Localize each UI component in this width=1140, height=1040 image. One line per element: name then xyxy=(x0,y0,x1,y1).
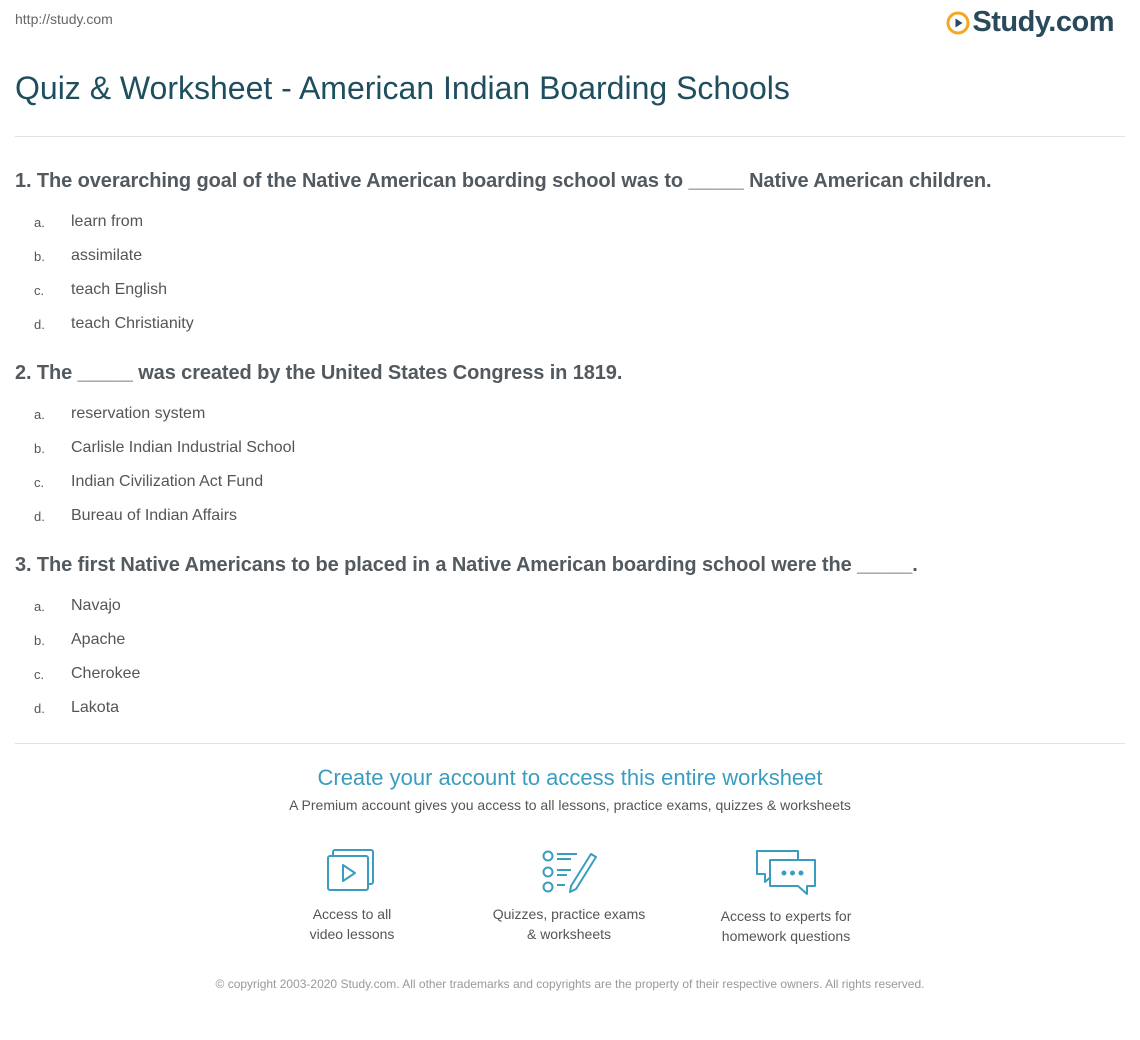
feature-label xyxy=(686,906,886,946)
option-text: Indian Civilization Act Fund xyxy=(71,473,264,490)
option-text: Lakota xyxy=(71,699,120,716)
option-d[interactable] xyxy=(15,307,991,341)
option-text: Bureau of Indian Affairs xyxy=(71,507,238,524)
option-letter: c. xyxy=(34,666,45,682)
option-b[interactable] xyxy=(15,431,622,465)
option-text: Cherokee xyxy=(71,665,141,682)
option-b[interactable] xyxy=(15,239,991,273)
option-a[interactable] xyxy=(15,397,622,431)
option-a[interactable] xyxy=(15,205,991,239)
option-letter: a. xyxy=(34,406,45,422)
option-b[interactable] xyxy=(15,623,918,657)
feature-line: Quizzes, practice exams xyxy=(492,906,646,922)
option-letter: a. xyxy=(34,214,45,230)
option-d[interactable] xyxy=(15,499,622,533)
option-d[interactable] xyxy=(15,691,918,725)
question-1 xyxy=(15,170,991,341)
study-logo[interactable] xyxy=(946,6,1114,39)
option-c[interactable] xyxy=(15,273,991,307)
video-lesson-icon xyxy=(326,848,378,894)
option-letter: b. xyxy=(34,440,45,456)
source-url: http://study.com xyxy=(15,11,113,27)
option-text: reservation system xyxy=(71,405,206,422)
option-c[interactable] xyxy=(15,657,918,691)
play-logo-icon xyxy=(946,11,970,35)
option-text: Carlisle Indian Industrial School xyxy=(71,439,296,456)
option-letter: d. xyxy=(34,316,45,332)
logo-text: Study.com xyxy=(972,6,1114,38)
page-title: Quiz & Worksheet - American Indian Boarding Schools xyxy=(15,70,790,106)
question-text: 2. The _____ was created by the United States Congress in 1819. xyxy=(15,362,623,384)
option-letter: c. xyxy=(34,474,45,490)
option-c[interactable] xyxy=(15,465,622,499)
feature-experts xyxy=(686,848,886,946)
option-list xyxy=(15,205,991,341)
feature-video-lessons xyxy=(252,848,452,944)
option-text: Apache xyxy=(71,631,126,648)
feature-quizzes xyxy=(469,848,669,944)
option-text: teach Christianity xyxy=(71,315,194,332)
option-letter: c. xyxy=(34,282,45,298)
divider xyxy=(15,743,1125,744)
feature-line: & worksheets xyxy=(526,926,612,942)
feature-line: homework questions xyxy=(721,928,851,944)
option-text: teach English xyxy=(71,281,168,298)
option-letter: b. xyxy=(34,632,45,648)
option-letter: b. xyxy=(34,248,45,264)
feature-label xyxy=(252,904,452,944)
divider xyxy=(15,136,1125,137)
feature-line: Access to all xyxy=(312,906,392,922)
option-text: Navajo xyxy=(71,597,121,614)
create-account-link[interactable]: Create your account to access this entire worksheet xyxy=(317,765,823,790)
option-letter: d. xyxy=(34,508,45,524)
option-text: assimilate xyxy=(71,247,143,264)
option-list xyxy=(15,589,918,725)
option-text: learn from xyxy=(71,213,144,230)
question-text: 1. The overarching goal of the Native American boarding school was to _____ Native American children. xyxy=(15,170,992,192)
copyright-notice: © copyright 2003-2020 Study.com. All other trademarks and copyrights are the property of their respective owners. All rights reserved. xyxy=(215,977,925,991)
question-text: 3. The first Native Americans to be placed in a Native American boarding school were the _____. xyxy=(15,554,918,576)
feature-line: video lessons xyxy=(309,926,395,942)
premium-description: A Premium account gives you access to all lessons, practice exams, quizzes & worksheets xyxy=(289,797,851,813)
option-letter: d. xyxy=(34,700,45,716)
feature-label xyxy=(469,904,669,944)
question-2 xyxy=(15,362,622,533)
quiz-checklist-icon xyxy=(541,848,597,894)
option-letter: a. xyxy=(34,598,45,614)
option-a[interactable] xyxy=(15,589,918,623)
option-list xyxy=(15,397,622,533)
feature-line: Access to experts for xyxy=(720,908,852,924)
chat-bubbles-icon xyxy=(754,848,818,896)
question-3 xyxy=(15,554,918,725)
